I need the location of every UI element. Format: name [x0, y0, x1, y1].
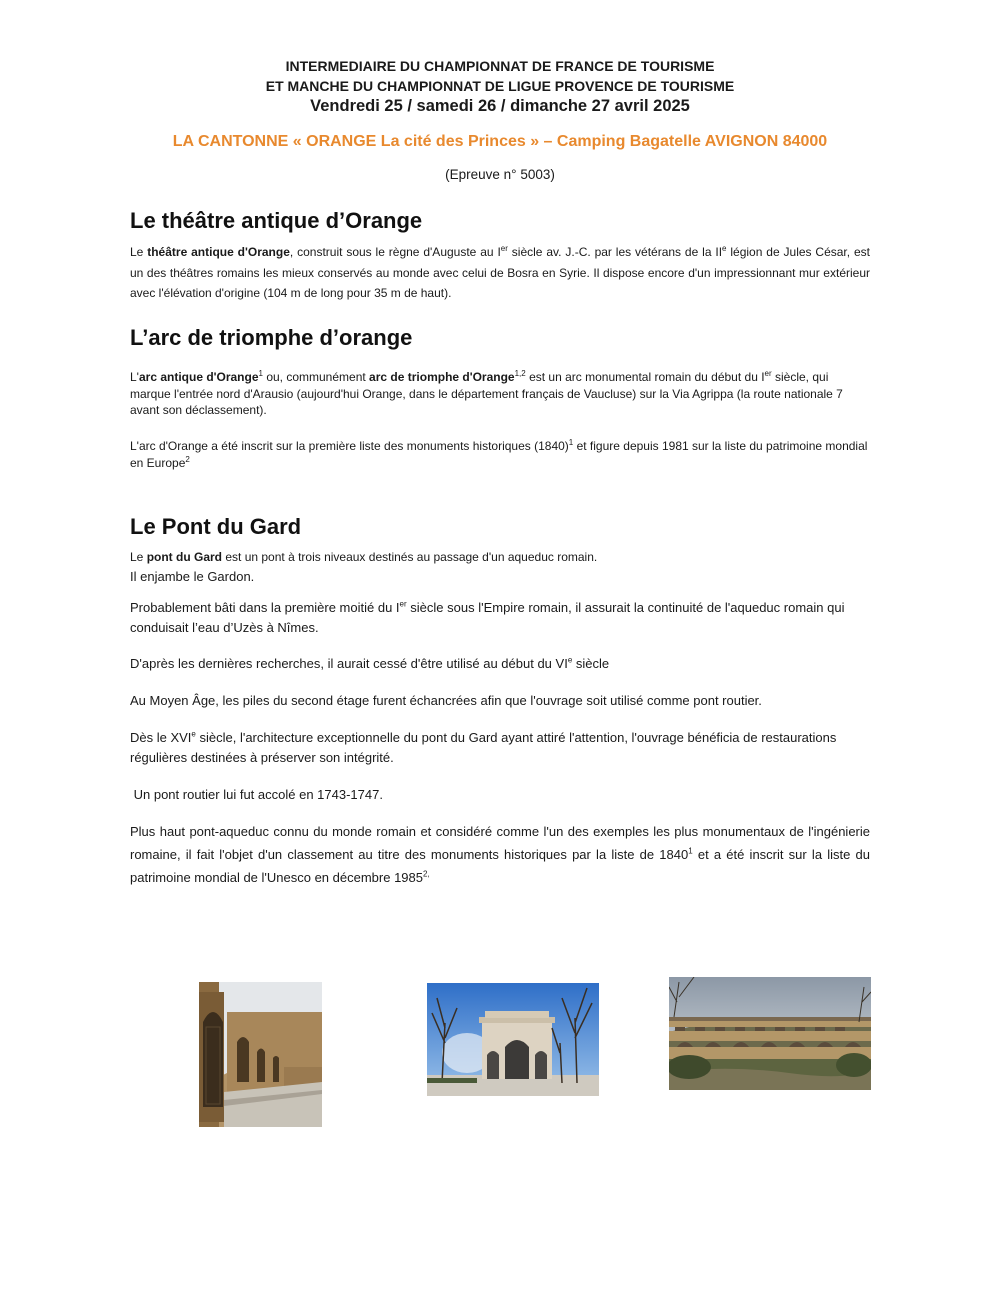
pont-paragraph-6: Dès le XVIe siècle, l'architecture exceptionnelle du pont du Gard ayant attiré l'attention, l'ouvrage bénéficia de restaurations régulières destinées à préserver son intégrité. — [130, 729, 837, 765]
section-title-arc: L’arc de triomphe d’orange — [130, 325, 413, 350]
arc-photo — [427, 983, 599, 1096]
theatre-photo — [199, 982, 322, 1127]
pont-paragraph-1: Le pont du Gard est un pont à trois niveaux destinés au passage d'un aqueduc romain. — [130, 550, 598, 564]
arc-paragraph-2: L'arc d'Orange a été inscrit sur la première liste des monuments historiques $(1840)^1$ et figure depuis 1981 sur la liste du patrimoine mondial en Europe$^2$ — [130, 438, 868, 470]
pont-paragraph-5: Au Moyen Âge, les piles du second étage furent échancrées afin que l'ouvrage soit utilisé comme pont routier. — [130, 693, 762, 708]
arc-paragraph-1: L'arc antique d'Orange$^1$ ou, communément arc de triomphe d'Orange$^{1,2}$ est un arc monumental romain du début du Ier siècle, qui marque l'entrée nord d'Arausio (aujourd'hui Orange, dans le département français de Vaucluse) sur la Via Agrippa (la route nationale 7 avant son déclassement). — [130, 369, 843, 417]
epreuve-number: (Epreuve n° 5003) — [445, 167, 555, 182]
header-line-1: INTERMEDIAIRE DU CHAMPIONNAT DE FRANCE DE TOURISME — [285, 58, 715, 74]
pont-paragraph-3: Probablement bâti dans la première moitié du Ier siècle sous l'Empire romain, il assurait la continuité de l'aqueduc romain qui conduisait l’eau d’Uzès à Nîmes. — [130, 599, 845, 635]
section-title-theatre: Le théâtre antique d’Orange — [130, 208, 423, 233]
section-title-pont: Le Pont du Gard — [130, 514, 302, 539]
theatre-paragraph: Le théâtre antique d'Orange, construit sous le règne d'Auguste au Ier siècle av. J.-C. par les vétérans de la IIe légion de Jules César, est un des théâtres romains les mieux conservés au monde avec celui de Bosra en Syrie. Il dispose encore d'un impressionnant mur extérieur avec l'élévation d'origine (104 m de long pour 35 m de haut). — [130, 244, 870, 300]
pont-paragraph-2: Il enjambe le Gardon. — [130, 569, 255, 584]
header-dates: Vendredi 25 / samedi 26 / dimanche 27 avril 2025 — [310, 97, 690, 115]
pont-du-gard-photo — [669, 977, 871, 1090]
header-line-2: ET MANCHE DU CHAMPIONNAT DE LIGUE PROVENCE DE TOURISME — [265, 78, 735, 94]
pont-paragraph-8: Plus haut pont-aqueduc connu du monde romain et considéré comme l'un des exemples les plus monumentaux de l'ingénierie romaine, il fait l'objet d'un classement au titre des monuments historiques par la liste de 1840$^1$ et a été inscrit sur la liste du patrimoine mondial de l'Unesco en décembre $1985^{2,}$ — [130, 824, 870, 885]
header-subtitle: LA CANTONNE « ORANGE La cité des Princes » – Camping Bagatelle AVIGNON 84000 — [172, 133, 828, 150]
pont-paragraph-7: Un pont routier lui fut accolé en 1743-1747. — [130, 787, 383, 802]
pont-paragraph-4: D'après les dernières recherches, il aurait cessé d'être utilisé au début du VIe siècle — [130, 655, 610, 671]
